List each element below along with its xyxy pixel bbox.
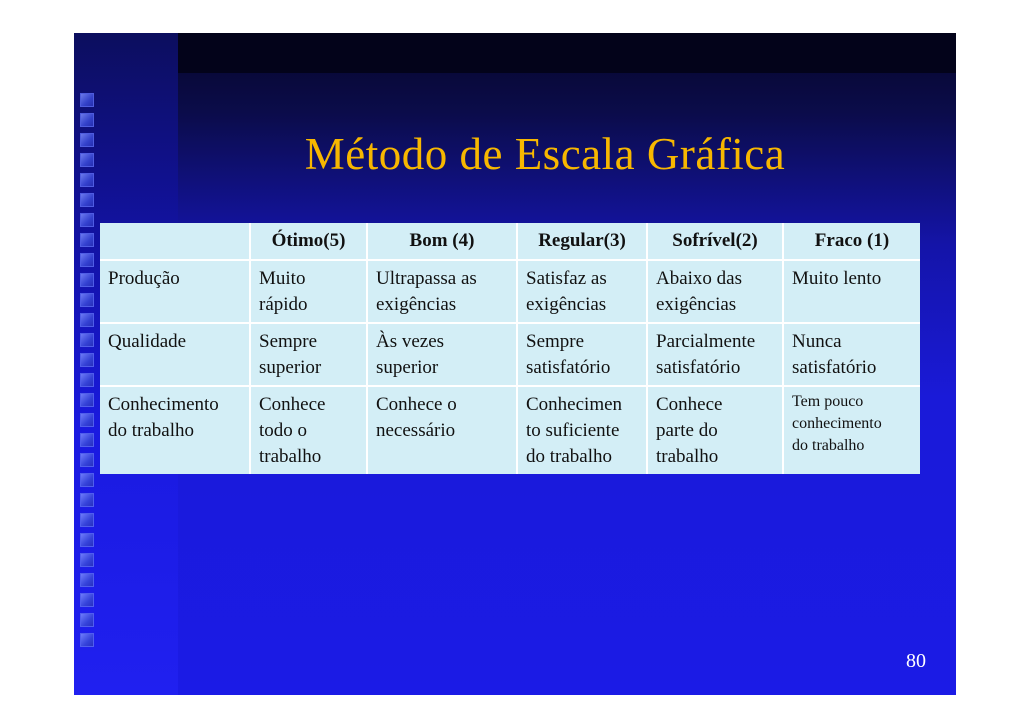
table-row bbox=[100, 386, 920, 474]
decorative-square bbox=[80, 293, 94, 307]
decorative-square bbox=[80, 613, 94, 627]
decorative-square bbox=[80, 393, 94, 407]
row-label-qualidade bbox=[100, 323, 250, 386]
header-cell-otimo: Ótimo(5) bbox=[250, 223, 367, 260]
cell-line: Sempre bbox=[259, 331, 318, 352]
cell-line: trabalho bbox=[656, 446, 719, 467]
row-label-producao bbox=[100, 260, 250, 323]
top-decorative-band bbox=[178, 33, 956, 73]
cell-line: Às vezes bbox=[376, 331, 445, 352]
cell-line: Conhece o bbox=[376, 394, 457, 415]
cell-line: Ultrapassa as bbox=[376, 268, 477, 289]
cell-line: conhecimento bbox=[792, 415, 882, 432]
header-cell-bom: Bom (4) bbox=[367, 223, 517, 260]
table-cell bbox=[647, 386, 783, 474]
cell-line: Satisfaz as bbox=[526, 268, 607, 289]
table-row bbox=[100, 323, 920, 386]
table-header-row bbox=[100, 223, 920, 260]
cell-line: Parcialmente bbox=[656, 331, 756, 352]
decorative-square bbox=[80, 593, 94, 607]
cell-line: to suficiente bbox=[526, 420, 620, 441]
decorative-square bbox=[80, 193, 94, 207]
decorative-square bbox=[80, 113, 94, 127]
decorative-square bbox=[80, 433, 94, 447]
decorative-square bbox=[80, 213, 94, 227]
decorative-square bbox=[80, 353, 94, 367]
table-cell bbox=[647, 323, 783, 386]
slide-title: Método de Escala Gráfica bbox=[304, 129, 786, 179]
decorative-square bbox=[80, 473, 94, 487]
cell-line: necessário bbox=[376, 420, 456, 441]
cell-line: parte do bbox=[656, 420, 718, 441]
cell-line: exigências bbox=[376, 294, 457, 315]
cell-line: do trabalho bbox=[792, 437, 865, 454]
decorative-square bbox=[80, 233, 94, 247]
row-label-conhecimento bbox=[100, 386, 250, 474]
cell-line: Muito bbox=[259, 268, 306, 289]
decorative-square bbox=[80, 253, 94, 267]
table-cell bbox=[517, 260, 647, 323]
cell-line: Conhecimento bbox=[108, 394, 219, 415]
cell-line: satisfatório bbox=[656, 357, 741, 378]
cell-line: Conhece bbox=[259, 394, 326, 415]
cell-line: exigências bbox=[656, 294, 737, 315]
cell-line: do trabalho bbox=[108, 420, 195, 441]
decorative-square bbox=[80, 553, 94, 567]
header-cell-regular: Regular(3) bbox=[517, 223, 647, 260]
decorative-square bbox=[80, 513, 94, 527]
decorative-square bbox=[80, 413, 94, 427]
table-cell bbox=[517, 386, 647, 474]
cell-line: todo o bbox=[259, 420, 308, 441]
decorative-square bbox=[80, 573, 94, 587]
table-row bbox=[100, 260, 920, 323]
cell-line: exigências bbox=[526, 294, 607, 315]
table-cell bbox=[783, 260, 920, 323]
decorative-square bbox=[80, 533, 94, 547]
page-number: 80 bbox=[906, 650, 926, 672]
decorative-square bbox=[80, 333, 94, 347]
table-cell bbox=[647, 260, 783, 323]
table-cell bbox=[250, 260, 367, 323]
cell-line: Conhecimen bbox=[526, 394, 623, 415]
cell-line: satisfatório bbox=[792, 357, 877, 378]
rating-scale-table-container bbox=[100, 223, 920, 474]
cell-line: Tem pouco bbox=[792, 393, 864, 410]
cell-line: Nunca bbox=[792, 331, 842, 352]
cell-line: Muito lento bbox=[792, 268, 882, 289]
decorative-square bbox=[80, 493, 94, 507]
slide bbox=[74, 33, 956, 695]
decorative-square bbox=[80, 453, 94, 467]
decorative-square bbox=[80, 633, 94, 647]
table-cell bbox=[250, 323, 367, 386]
cell-line: Conhece bbox=[656, 394, 723, 415]
table-cell bbox=[367, 260, 517, 323]
cell-line: superior bbox=[259, 357, 322, 378]
cell-line: Produção bbox=[108, 268, 180, 289]
table-cell bbox=[367, 323, 517, 386]
table-cell bbox=[517, 323, 647, 386]
decorative-square bbox=[80, 373, 94, 387]
cell-line: satisfatório bbox=[526, 357, 611, 378]
decorative-square bbox=[80, 313, 94, 327]
table-cell bbox=[250, 386, 367, 474]
rating-scale-table bbox=[100, 223, 920, 474]
header-cell-sofrivel: Sofrível(2) bbox=[647, 223, 783, 260]
cell-line: Sempre bbox=[526, 331, 585, 352]
header-cell-fraco: Fraco (1) bbox=[783, 223, 920, 260]
table-cell bbox=[783, 323, 920, 386]
cell-line: Qualidade bbox=[108, 331, 187, 352]
header-cell-empty bbox=[100, 223, 250, 260]
cell-line: rápido bbox=[259, 294, 308, 315]
cell-line: trabalho bbox=[259, 446, 322, 467]
table-cell bbox=[367, 386, 517, 474]
cell-line: superior bbox=[376, 357, 439, 378]
cell-line: Abaixo das bbox=[656, 268, 743, 289]
table-cell bbox=[783, 386, 920, 474]
decorative-square bbox=[80, 273, 94, 287]
cell-line: do trabalho bbox=[526, 446, 613, 467]
decorative-square bbox=[80, 93, 94, 107]
